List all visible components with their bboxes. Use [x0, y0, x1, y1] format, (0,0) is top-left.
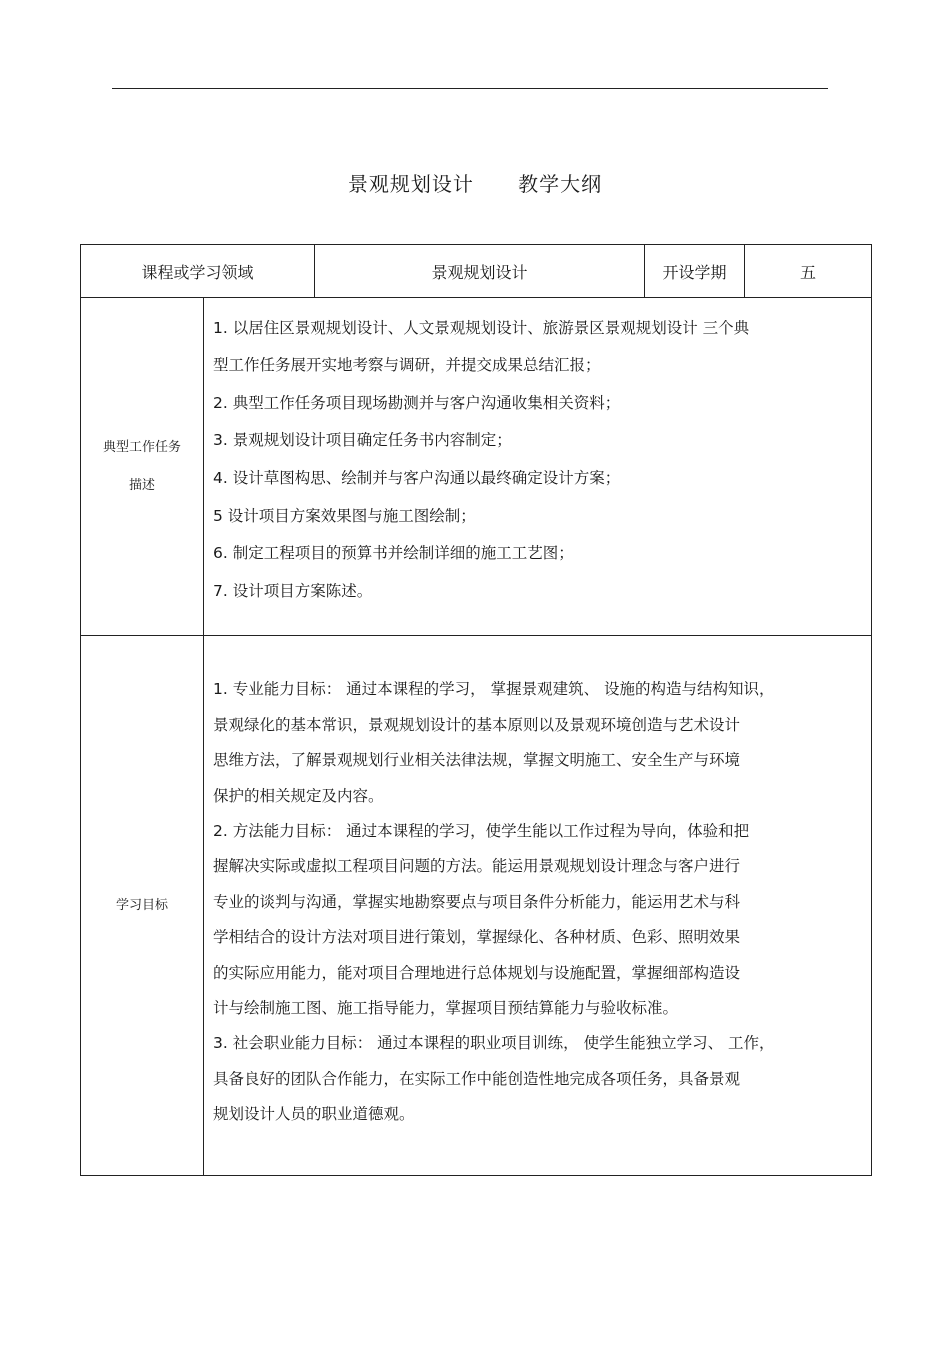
goal-line: 2. 方法能力目标： 通过本课程的学习，使学生能以工作过程为导向，体验和把: [213, 822, 750, 841]
goal-line: 握解决实际或虚拟工程项目问题的方法。能运用景观规划设计理念与客户进行: [213, 857, 741, 876]
task-line: 5 设计项目方案效果图与施工图绘制；: [213, 506, 476, 525]
task-line: 7. 设计项目方案陈述。: [213, 581, 373, 600]
task-line: 3. 景观规划设计项目确定任务书内容制定；: [213, 431, 512, 450]
document-title: 景观规划设计 教学大纲: [347, 172, 603, 196]
goal-line: 3. 社会职业能力目标： 通过本课程的职业项目训练， 使学生能独立学习、 工作，: [213, 1034, 775, 1053]
task-line: 型工作任务展开实地考察与调研，并提交成果总结汇报；: [213, 356, 601, 375]
goal-line: 1. 专业能力目标： 通过本课程的学习， 掌握景观建筑、 设施的构造与结构知识，: [213, 680, 775, 699]
field-value-cell: 景观规划设计: [315, 245, 645, 298]
task-description-row: [81, 298, 872, 636]
task-description-content: [204, 298, 872, 636]
header-rule: [112, 88, 828, 89]
learning-goals-label-cell: 学习目标: [81, 636, 204, 1176]
task-line: 2. 典型工作任务项目现场勘测并与客户沟通收集相关资料；: [213, 393, 621, 412]
goal-line: 思维方法，了解景观规划行业相关法律法规，掌握文明施工、安全生产与环境: [213, 751, 741, 770]
goal-line: 的实际应用能力，能对项目合理地进行总体规划与设施配置，掌握细部构造设: [213, 963, 741, 982]
task-line: 6. 制定工程项目的预算书并绘制详细的施工工艺图；: [213, 544, 574, 563]
goal-line: 计与绘制施工图、施工指导能力，掌握项目预结算能力与验收标准。: [213, 998, 679, 1017]
goal-line: 景观绿化的基本常识，景观规划设计的基本原则以及景观环境创造与艺术设计: [213, 715, 741, 734]
learning-goals-row: [81, 636, 872, 1176]
semester-value-cell: 五: [745, 245, 872, 298]
goal-line: 专业的谈判与沟通，掌握实地勘察要点与项目条件分析能力，能运用艺术与科: [213, 892, 741, 911]
goal-line: 规划设计人员的职业道德观。: [213, 1105, 415, 1124]
field-label-cell: 课程或学习领域: [81, 245, 315, 298]
header-row: [81, 245, 872, 298]
task-description-label-line2: 描述: [128, 477, 155, 493]
task-line: 1. 以居住区景观规划设计、人文景观规划设计、旅游景区景观规划设计 三个典: [213, 318, 750, 337]
learning-goals-content: [204, 636, 872, 1176]
task-description-label-cell: [81, 298, 204, 636]
task-description-label-line1: 典型工作任务: [102, 439, 181, 455]
syllabus-table: [80, 244, 872, 1176]
semester-label-cell: 开设学期: [645, 245, 745, 298]
goal-line: 保护的相关规定及内容。: [213, 786, 384, 805]
goal-line: 具备良好的团队合作能力，在实际工作中能创造性地完成各项任务，具备景观: [213, 1069, 741, 1088]
task-line: 4. 设计草图构思、绘制并与客户沟通以最终确定设计方案；: [213, 469, 621, 487]
goal-line: 学相结合的设计方法对项目进行策划，掌握绿化、各种材质、色彩、照明效果: [213, 928, 741, 947]
